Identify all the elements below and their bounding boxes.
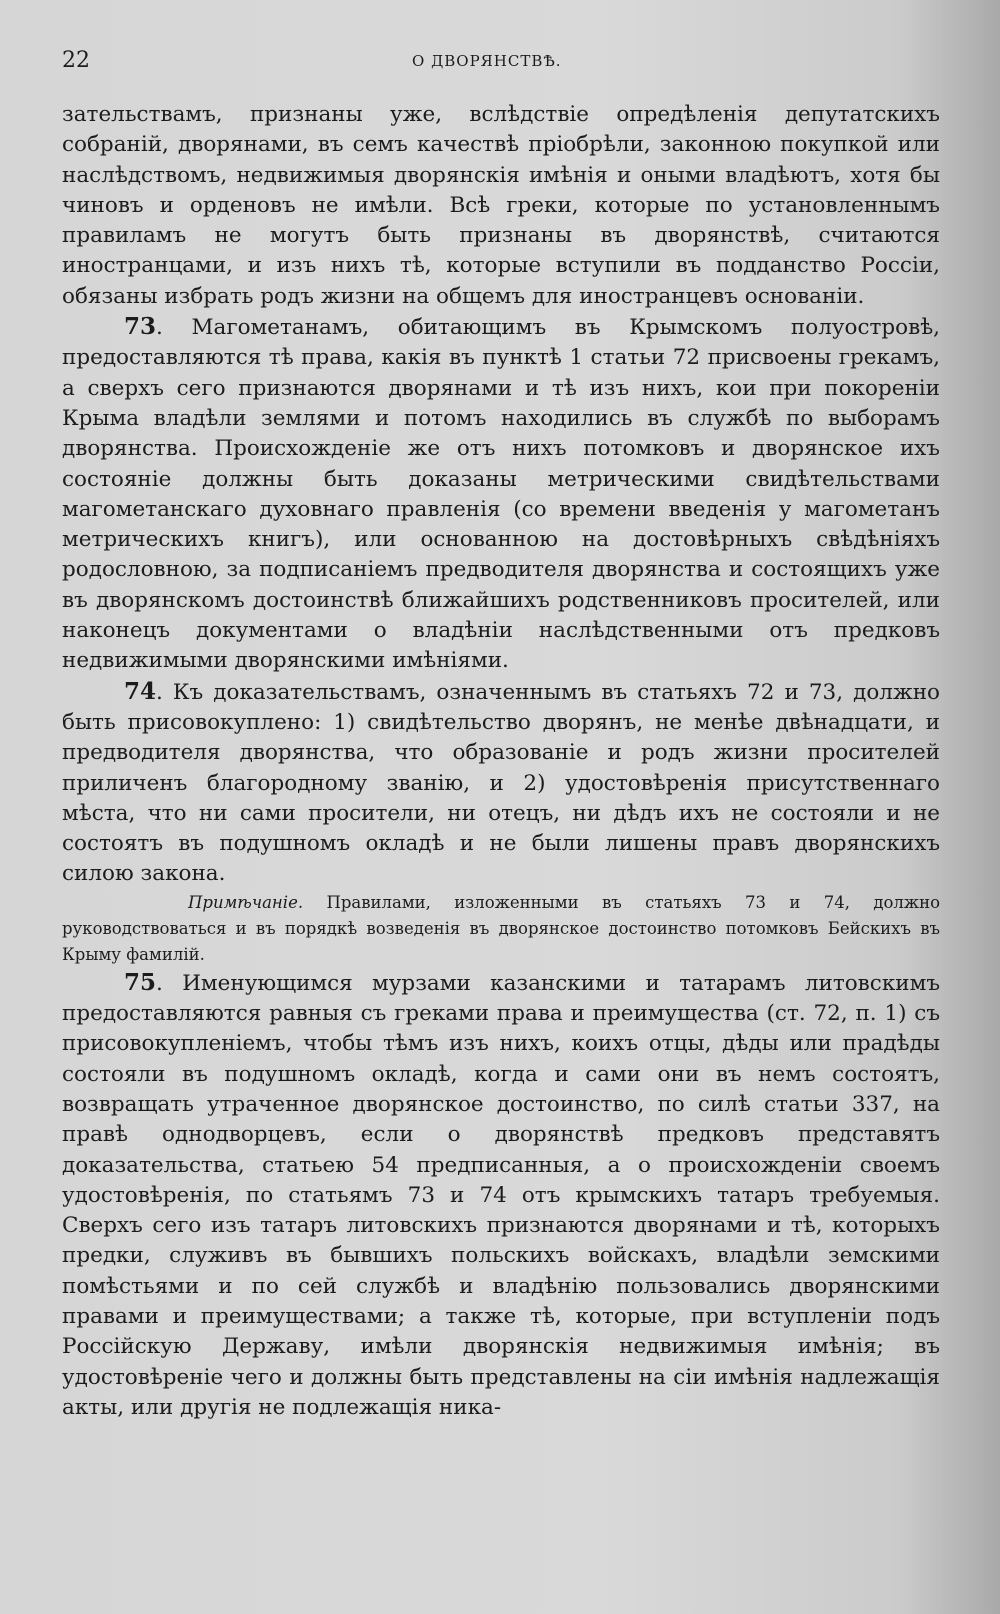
page-body: [62, 100, 940, 1423]
article-number: 75: [124, 968, 157, 996]
footnote-remark: [62, 890, 940, 968]
note-text: Правилами, изложенными въ статьяхъ 73 и 74, должно руководствоваться и въ порядкѣ возведенія въ дворянское достоинство потомковъ Бейскихъ въ Крыму фамилій.: [62, 892, 941, 964]
article-74: 74. Къ доказательствамъ, означеннымъ въ статьяхъ 72 и 73, должно быть присовокуплено: 1) свидѣтельство дворянъ, не менѣе двѣнадцати, и предводителя дворянства, что образованіе и родъ жизни просителей приличенъ благородному званію, и 2) удостовѣренія присутственнаго мѣста, что ни сами просители, ни отецъ, ни дѣдъ ихъ не состояли и не состоятъ въ подушномъ окладѣ и не были лишены правъ дворянскихъ силою закона.: [62, 677, 940, 887]
article-73: 73. Магометанамъ, обитающимъ въ Крымскомъ полуостровѣ, предоставляются тѣ права, какія въ пунктѣ 1 статьи 72 присвоены грекамъ, а сверхъ сего признаются дворянами и тѣ изъ нихъ, кои при покореніи Крыма владѣли землями и потомъ находились въ службѣ по выборамъ дворянства. Происхожденіе же отъ нихъ потомковъ и дворянское ихъ состояніе должны быть доказаны метрическими свидѣтельствами магометанскаго духовнаго правленія (со времени введенія у магометанъ метрическихъ книгъ), или основанною на достовѣрныхъ свѣдѣніяхъ родословною, за подписаніемъ предводителя дворянства и состоящихъ уже въ дворянскомъ достоинствѣ ближайшихъ родственниковъ просителей, или наконецъ документами о владѣніи наслѣдственными отъ предковъ недвижимыми дворянскими имѣніями.: [62, 313, 940, 674]
article-text: Именующимся мурзами казанскими и татарамъ литовскимъ предоставляются равныя съ греками права и преимущества (ст. 72, п. 1) съ присовокупленіемъ, чтобы тѣмъ изъ нихъ, коихъ отцы, дѣды или прадѣды состояли въ подушномъ окладѣ, когда и сами они въ немъ состоятъ, возвращать утраченное дворянское достоинство, по силѣ статьи 337, на правѣ однодворцевъ, если о дворянствѣ предковъ представятъ доказательства, статьею 54 предписанныя, а о происхожденіи своемъ удостовѣренія, по статьямъ 73 и 74 отъ крымскихъ татаръ требуемыя. Сверхъ сего изъ татаръ литовскихъ признаются дворянами и тѣ, которыхъ предки, служивъ въ бывшихъ польскихъ войскахъ, владѣли земскими помѣстьями и по сей службѣ и владѣнію пользовались дворянскими правами и преимуществами; а также тѣ, которые, при вступленіи подъ Россійскую Державу, имѣли дворянскія недвижимыя имѣнія; въ удостовѣреніе чего и должны быть представлены на сіи имѣнія надлежащія акты, или другія не подлежащія ника-: [62, 970, 940, 1420]
article-number: 73: [124, 313, 157, 341]
page-number: 22: [62, 48, 90, 73]
page-header: [62, 48, 942, 78]
article-text: Магометанамъ, обитающимъ въ Крымскомъ полуостровѣ, предоставляются тѣ права, какія въ пунктѣ 1 статьи 72 присвоены грекамъ, а сверхъ сего признаются дворянами и тѣ изъ нихъ, кои при покореніи Крыма владѣли землями и потомъ находились въ службѣ по выборамъ дворянства. Происхожденіе же отъ нихъ потомковъ и дворянское ихъ состояніе должны быть доказаны метрическими свидѣтельствами магометанскаго духовнаго правленія (со времени введенія у магометанъ метрическихъ книгъ), или основанною на достовѣрныхъ свѣдѣніяхъ родословною, за подписаніемъ предводителя дворянства и состоящихъ уже въ дворянскомъ достоинствѣ ближайшихъ родственниковъ просителей, или наконецъ документами о владѣніи наслѣдственными отъ предковъ недвижимыми дворянскими имѣніями.: [62, 315, 940, 674]
running-title: О ДВОРЯНСТВѢ.: [412, 52, 562, 70]
article-text: Къ доказательствамъ, означеннымъ въ статьяхъ 72 и 73, должно быть присовокуплено: 1) свидѣтельство дворянъ, не менѣе двѣнадцати, и предводителя дворянства, что образованіе и родъ жизни просителей приличенъ благородному званію, и 2) удостовѣренія присутственнаго мѣста, что ни сами просители, ни отецъ, ни дѣдъ ихъ не состояли и не состоятъ въ подушномъ окладѣ и не были лишены правъ дворянскихъ силою закона.: [62, 679, 940, 887]
paragraph-continued: зательствамъ, признаны уже, вслѣдствіе опредѣленія депутатскихъ собраній, дворянами, въ семъ качествѣ пріобрѣли, законною покупкой или наслѣдствомъ, недвижимыя дворянскія имѣнія и оными владѣютъ, хотя бы чиновъ и орденовъ не имѣли. Всѣ греки, которые по установленнымъ правиламъ не могутъ быть признаны въ дворянствѣ, считаются иностранцами, и изъ нихъ тѣ, которые вступили въ подданство Россіи, обязаны избрать родъ жизни на общемъ для иностранцевъ основаніи.: [62, 102, 940, 309]
article-75: 75. Именующимся мурзами казанскими и татарамъ литовскимъ предоставляются равныя съ греками права и преимущества (ст. 72, п. 1) съ присовокупленіемъ, чтобы тѣмъ изъ нихъ, коихъ отцы, дѣды или прадѣды состояли въ подушномъ окладѣ, когда и сами они въ немъ состоятъ, возвращать утраченное дворянское достоинство, по силѣ статьи 337, на правѣ однодворцевъ, если о дворянствѣ предковъ представятъ доказательства, статьею 54 предписанныя, а о происхожденіи своемъ удостовѣренія, по статьямъ 73 и 74 отъ крымскихъ татаръ требуемыя. Сверхъ сего изъ татаръ литовскихъ признаются дворянами и тѣ, которыхъ предки, служивъ въ бывшихъ польскихъ войскахъ, владѣли земскими помѣстьями и по сей службѣ и владѣнію пользовались дворянскими правами и преимуществами; а также тѣ, которые, при вступленіи подъ Россійскую Державу, имѣли дворянскія недвижимыя имѣнія; въ удостовѣреніе чего и должны быть представлены на сіи имѣнія надлежащія акты, или другія не подлежащія ника-: [62, 968, 940, 1420]
article-number: 74: [124, 677, 157, 705]
note-label: Примѣчаніе.: [188, 892, 304, 912]
